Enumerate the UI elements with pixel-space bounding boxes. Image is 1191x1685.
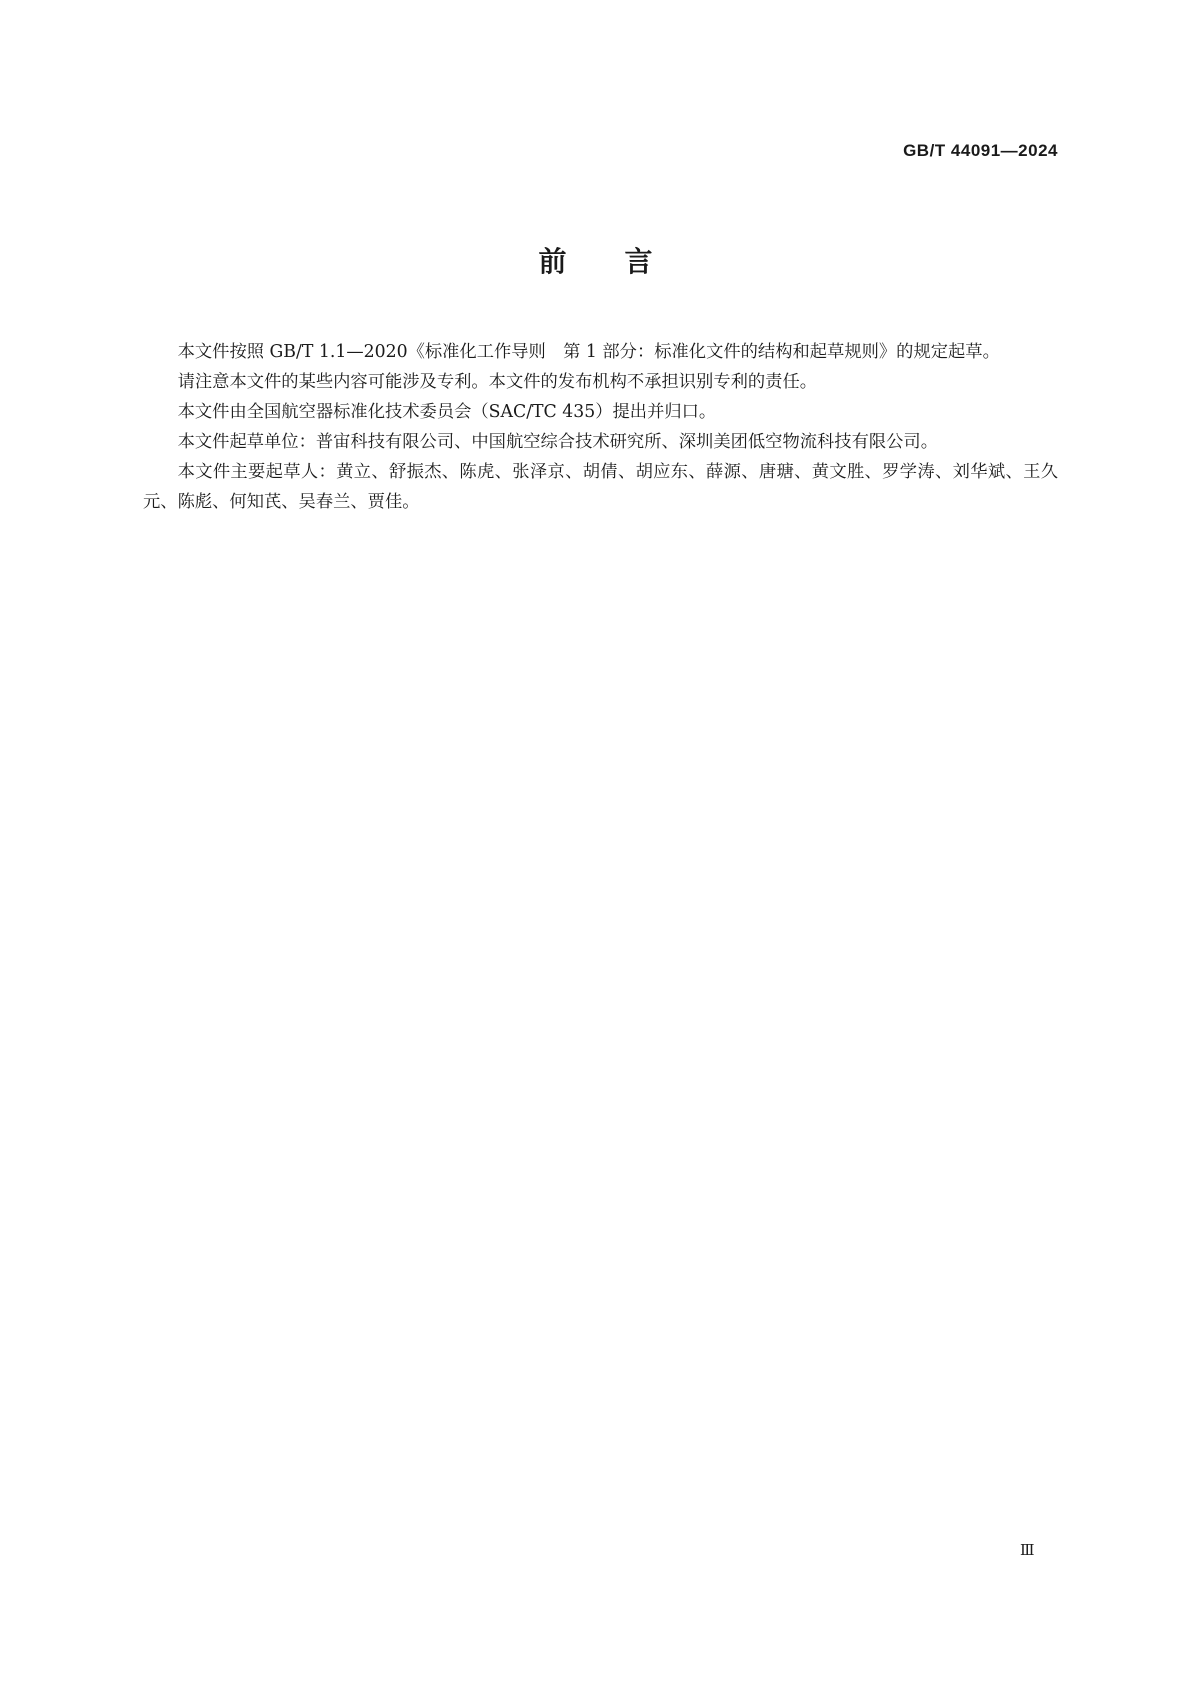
paragraph-drafting-units: 本文件起草单位：普宙科技有限公司、中国航空综合技术研究所、深圳美团低空物流科技有限公司。	[177, 432, 938, 452]
paragraph-drafters: 本文件主要起草人：黄立、舒振杰、陈虎、张泽京、胡倩、胡应东、薛源、唐瑭、黄文胜、罗学涛、刘华斌、王久元、陈彪、何知芪、吴春兰、贾佳。	[143, 462, 1058, 512]
page-number: Ⅲ	[1020, 1541, 1035, 1559]
paragraph-proposer: 本文件由全国航空器标准化技术委员会（SAC/TC 435）提出并归口。	[177, 402, 717, 422]
standard-code: GB/T 44091—2024	[903, 141, 1058, 160]
page-title: 前言	[538, 245, 711, 278]
foreword-body	[143, 337, 1058, 517]
paragraph-drafting-rules: 本文件按照 GB/T 1.1—2020《标准化工作导则 第 1 部分：标准化文件的结构和起草规则》的规定起草。	[177, 342, 1000, 362]
paragraph-patent-notice: 请注意本文件的某些内容可能涉及专利。本文件的发布机构不承担识别专利的责任。	[177, 372, 818, 392]
